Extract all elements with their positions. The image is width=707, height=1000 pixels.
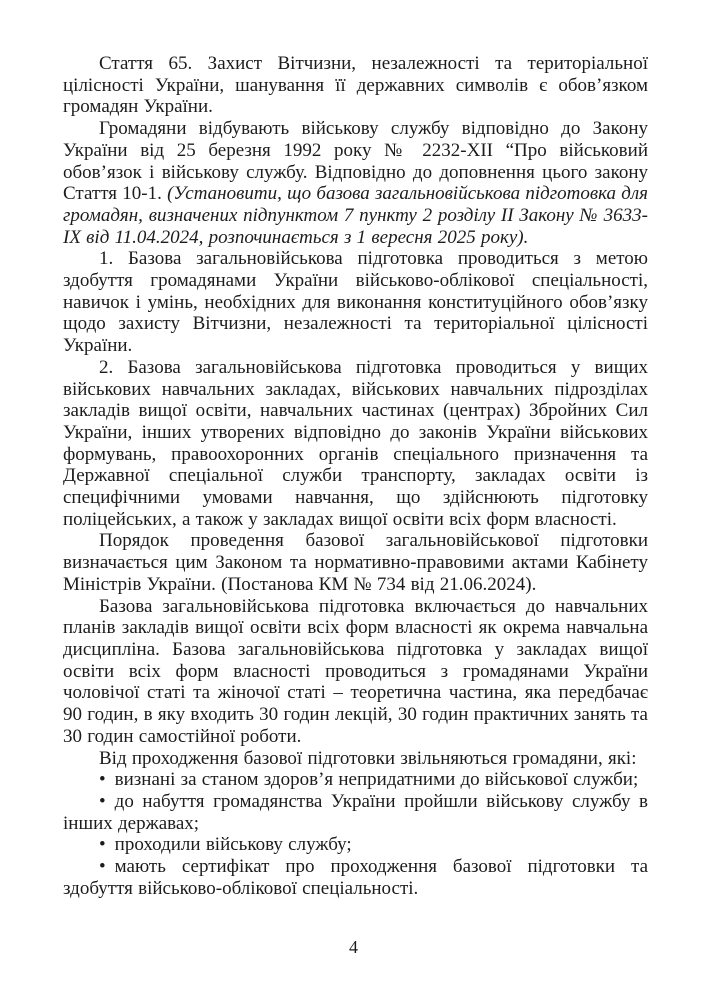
document-body xyxy=(63,53,648,899)
paragraph-exemption-intro: Від проходження базової підготовки звільняються громадяни, які: xyxy=(99,747,637,769)
bullet-item-text: до набуття громадянства України пройшли військову службу в інших державах; xyxy=(63,790,648,834)
paragraph-law-reference-text: Громадяни відбувають військову службу відповідно до Закону України від 25 березня 1992 року № 2232-XII “Про військовий обов’язок і військову службу. Відповідно до доповнення цього закону Стаття 10-1. xyxy=(63,118,648,205)
bullet-icon: • xyxy=(99,790,106,812)
paragraph-article-65: Стаття 65. Захист Вітчизни, незалежності та територіальної цілісності України, шанування її державних символів є обов’язком громадян України. xyxy=(63,53,648,118)
bullet-item-text: проходили військову службу; xyxy=(114,834,352,856)
bullet-icon: • xyxy=(99,834,106,856)
bullet-item-served xyxy=(63,834,648,856)
bullet-item-text: мають сертифікат про проходження базової підготовки та здобуття військово-облікової спеціальності. xyxy=(63,856,648,899)
paragraph-law-reference xyxy=(63,118,648,248)
paragraph-curriculum: Базова загальновійськова підготовка включається до навчальних планів закладів вищої освіти всіх форм власності як окрема навчальна дисципліна. Базова загальновійськова підготовка у закладах вищої освіти всіх форм власності проводиться з громадянами України чоловічої статі та жіночої статі – теоретична частина, яка передбачає 90 годин, в яку входить 30 годин лекцій, 30 годин практичних занять та 30 годин самостійної роботи. xyxy=(63,595,648,747)
bullet-icon: • xyxy=(99,856,106,878)
bullet-icon: • xyxy=(99,769,106,791)
bullet-item-foreign-service xyxy=(63,791,648,834)
bullet-item-certificate xyxy=(63,856,648,899)
paragraph-procedure: Порядок проведення базової загальновійськової підготовки визначається цим Законом та нормативно-правовими актами Кабінету Міністрів України. (Постанова КМ № 734 від 21.06.2024). xyxy=(63,530,648,595)
bullet-item-text: визнані за станом здоров’я непридатними до військової служби; xyxy=(114,769,639,791)
paragraph-item-2: 2. Базова загальновійськова підготовка проводиться у вищих військових навчальних закладах, військових навчальних підрозділах закладів вищої освіти, навчальних частинах (центрах) Збройних Сил України, інших утворених відповідно до законів України військових формувань, правоохоронних органів спеціального призначення та Державної спеціальної служби транспорту, закладах освіти із специфічними умовами навчання, що здійснюють підготовку поліцейських, а також у закладах вищої освіти всіх форм власності. xyxy=(63,356,648,530)
paragraph-law-reference-italic-note: (Установити, що базова загальновійськова підготовка для громадян, визначених підпунктом 7 пункту 2 розділу II Закону № 3633-IX від 11.04.2024, розпочинається з 1 вересня 2025 року). xyxy=(63,183,648,248)
paragraph-item-1: 1. Базова загальновійськова підготовка проводиться з метою здобуття громадянами України військово-облікової спеціальності, навичок і умінь, необхідних для виконання конституційного обов’язку щодо захисту Вітчизни, незалежності та територіальної цілісності України. xyxy=(63,248,648,357)
bullet-item-health xyxy=(63,769,648,791)
page-number: 4 xyxy=(349,937,358,957)
